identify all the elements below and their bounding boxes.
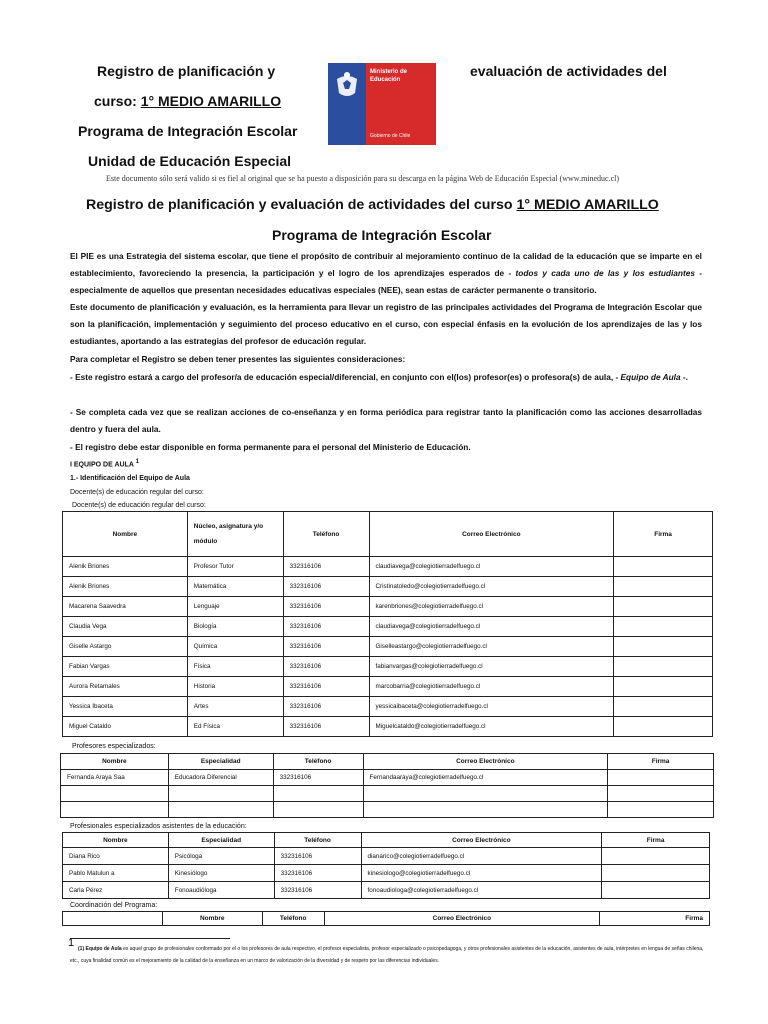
table-cell: Diana Rico: [63, 848, 169, 865]
footnote-separator: [70, 938, 230, 939]
section-heading: [70, 459, 139, 468]
t4-col-telefono: Teléfono: [262, 912, 324, 926]
main-title-text: Registro de planificación y evaluación de actividades del curso: [86, 197, 513, 213]
table-cell: Aurora Retamales: [63, 677, 188, 697]
table-row: [63, 717, 713, 737]
logo-red-panel: [366, 63, 436, 145]
main-title-curso: 1° MEDIO AMARILLO: [516, 197, 659, 213]
table-cell: 332316106: [283, 717, 369, 737]
table-cell: [614, 697, 713, 717]
table-cell: Cristinatoledo@colegiotierradelfuego.cl: [369, 577, 614, 597]
t2-col-correo: Correo Electrónico: [363, 754, 608, 770]
table-cell: [608, 786, 714, 802]
table-cell: 332316106: [283, 577, 369, 597]
table-cell: [363, 802, 608, 818]
header-unidad: Unidad de Educación Especial: [88, 153, 292, 169]
label-coordinacion: Coordinación del Programa:: [70, 902, 158, 909]
table-cell: claudiavega@colegiotierradelfuego.cl: [369, 617, 614, 637]
table-docentes-header: [63, 512, 713, 557]
table-cell: Psicóloga: [168, 848, 274, 865]
chile-coat-of-arms-icon: [333, 69, 361, 99]
table-row: [63, 697, 713, 717]
table-cell: [61, 802, 169, 818]
table-cell: karenbriones@colegiotierradelfuego.cl: [369, 597, 614, 617]
section-footnote-mark: 1: [135, 459, 139, 465]
table-cell: Macarena Saavedra: [63, 597, 188, 617]
footnote-body: es aquel grupo de profesionales conformado por el o los profesores de aula respectivo, el profesor especialista, profesor especializado o psicopedagoga, y otros profesionales asistentes de la educación, asistentes de aula, intérpretes en lengua de señas chilena, etc., cuya finalidad común es el mejoramiento de la calidad de la enseñanza en un marco de valorización de la diversidad y de respeto por las diferencias individuales.: [70, 946, 704, 964]
table-cell: Miguel Cataldo: [63, 717, 188, 737]
col-correo: Correo Electrónico: [369, 512, 614, 557]
main-subtitle: Programa de Integración Escolar: [272, 227, 492, 243]
footnote-mark: 1: [68, 937, 75, 949]
t3-col-especialidad: Especialidad: [168, 833, 274, 848]
main-title: [86, 197, 659, 213]
label-docentes-1: Docente(s) de educación regular del curso:: [70, 489, 204, 496]
table-cell: [602, 882, 710, 899]
table-cell: 332316106: [283, 677, 369, 697]
curso-label: curso:: [94, 93, 137, 109]
paragraph-consideraciones: Para completar el Registro se deben tener presentes las siguientes consideraciones:: [70, 354, 406, 364]
table-cell: 332316106: [274, 848, 361, 865]
table-cell: Química: [187, 637, 283, 657]
table-cell: Yessica Ibaceta: [63, 697, 188, 717]
t2-col-telefono: Teléfono: [273, 754, 363, 770]
table-cell: 332316106: [283, 597, 369, 617]
col-nombre: Nombre: [63, 512, 188, 557]
paragraph-completa: - Se completa cada vez que se realizan acciones de co-enseñanza y en forma periódica para registrar tanto la planificación como las acciones desarrolladas dentro y fuera del aula.: [70, 407, 702, 434]
paragraph-disponible: - El registro debe estar disponible en forma permanente para el personal del Ministerio de Educación.: [70, 442, 471, 452]
table-cell: [363, 786, 608, 802]
table-cell: 332316106: [283, 697, 369, 717]
t4-col-correo: Correo Electrónico: [324, 912, 600, 926]
table-cell: [168, 786, 273, 802]
paragraph-registro-cargo: [70, 369, 702, 386]
header-title-left: Registro de planificación y: [97, 63, 276, 79]
t4-col-blank: [63, 912, 163, 926]
table-cell: Giselle Astargo: [63, 637, 188, 657]
table-cell: [614, 617, 713, 637]
table-cell: Fernandaaraya@colegiotierradelfuego.cl: [363, 770, 608, 786]
table-cell: 332316106: [274, 882, 361, 899]
table3-header: [63, 833, 710, 848]
t3-col-correo: Correo Electrónico: [361, 833, 602, 848]
table-row: [63, 882, 710, 899]
table-cell: Alenik Briones: [63, 577, 188, 597]
table-cell: claudiavega@colegiotierradelfuego.cl: [369, 557, 614, 577]
table-cell: [614, 597, 713, 617]
table-cell: 332316106: [283, 637, 369, 657]
table-cell: yessicaibaceta@colegiotierradelfuego.cl: [369, 697, 614, 717]
table-cell: Kinesiólogo: [168, 865, 274, 882]
table-cell: Historia: [187, 677, 283, 697]
subsection-identificacion: 1.- Identificación del Equipo de Aula: [70, 475, 190, 482]
table-cell: Lenguaje: [187, 597, 283, 617]
table-cell: [168, 802, 273, 818]
header-title-right: evaluación de actividades del: [470, 63, 667, 79]
paragraph-documento: Este documento de planificación y evaluación, es la herramienta para llevar un registro de las principales actividades del Programa de Integración Escolar que son la planificación, implementación y seguimiento del proceso educativo en el curso, con especial énfasis en la evolución de los aprendizajes de las y los estudiantes, aportando a las estrategias del profesor de educación regular.: [70, 302, 702, 346]
table-docentes: [62, 511, 713, 737]
table-cell: [614, 677, 713, 697]
ministerio-logo: [328, 63, 436, 145]
table-cell: Física: [187, 657, 283, 677]
p1-text-b: todos y cada uno de las y los estudiantes: [515, 268, 695, 278]
section-heading-text: I EQUIPO DE AULA: [70, 461, 134, 469]
table-cell: Matemática: [187, 577, 283, 597]
p1-text-c: - especialmente de aquellos que presentan necesidades educativas especiales (NEE), sean estas de carácter permanente o transitorio.: [70, 268, 702, 295]
table-row: [61, 802, 714, 818]
table-cell: dianarico@colegiotierradelfuego.cl: [361, 848, 602, 865]
table-cell: Profesor Tutor: [187, 557, 283, 577]
table-row: [61, 770, 714, 786]
footnote-label: (1) Equipo de Aula: [78, 946, 122, 952]
table-row: [63, 677, 713, 697]
table-row: [63, 637, 713, 657]
table-cell: Alenik Briones: [63, 557, 188, 577]
p4-text-a: - Este registro estará a cargo del profesor/a de educación especial/diferencial, en conjunto con el(los) profesor(es) o profesora(s) de aula, -: [70, 372, 619, 382]
table-cell: Giselleastargo@colegiotierradelfuego.cl: [369, 637, 614, 657]
t3-col-telefono: Teléfono: [274, 833, 361, 848]
table-cell: 332316106: [283, 617, 369, 637]
table-cell: [273, 786, 363, 802]
table-profesores-especializados: [60, 753, 714, 818]
table-cell: Miguelcataldo@colegiotierradelfuego.cl: [369, 717, 614, 737]
col-telefono: Teléfono: [283, 512, 369, 557]
t4-col-nombre: Nombre: [162, 912, 262, 926]
table-cell: fonoaudiologa@colegiotierradelfuego.cl: [361, 882, 602, 899]
table-cell: [608, 802, 714, 818]
table-row: [63, 617, 713, 637]
table-cell: [602, 848, 710, 865]
table-cell: [61, 786, 169, 802]
logo-line2: Educación: [370, 76, 401, 83]
table-cell: [273, 802, 363, 818]
table-cell: Ed Física: [187, 717, 283, 737]
label-profesionales-asistentes: Profesionales especializados asistentes de la educación:: [70, 823, 247, 830]
paragraph-pie: [70, 248, 702, 299]
table-profesionales-asistentes: [62, 832, 710, 899]
table-cell: marcobarria@colegiotierradelfuego.cl: [369, 677, 614, 697]
t2-col-nombre: Nombre: [61, 754, 169, 770]
p1-text-a: El PIE es una Estrategia del sistema escolar, que tiene el propósito de contribuir al mejoramiento continuo de la calidad de la educación que se imparte en el establecimiento, favoreciendo la presencia, la participación y el logro de los aprendizajes esperados de -: [70, 251, 702, 278]
p4-text-b: Equipo de Aula: [620, 372, 681, 382]
table-cell: [614, 557, 713, 577]
table-cell: Biología: [187, 617, 283, 637]
table-row: [63, 657, 713, 677]
table-cell: 332316106: [273, 770, 363, 786]
col-nucleo: Núcleo, asignatura y/o módulo: [187, 512, 283, 557]
table-cell: Fonoaudióloga: [168, 882, 274, 899]
table-cell: 332316106: [283, 657, 369, 677]
table-cell: Claudia Vega: [63, 617, 188, 637]
label-docentes-2: Docente(s) de educación regular del curso:: [72, 502, 206, 509]
table-cell: Carla Pérez: [63, 882, 169, 899]
footnote-text: [70, 943, 710, 967]
table4-header: [63, 912, 710, 926]
t2-col-firma: Firma: [608, 754, 714, 770]
table-row: [63, 597, 713, 617]
table-cell: 332316106: [274, 865, 361, 882]
table-row: [63, 577, 713, 597]
table-cell: [614, 657, 713, 677]
table-cell: fabianvargas@colegiotierradelfuego.cl: [369, 657, 614, 677]
logo-line1: Ministerio de: [370, 69, 408, 75]
table-cell: [614, 637, 713, 657]
table-cell: Fernanda Araya Saa: [61, 770, 169, 786]
table-row: [63, 848, 710, 865]
table-cell: kinesiologo@colegiotierradelfuego.cl: [361, 865, 602, 882]
table-row: [61, 786, 714, 802]
table-cell: [614, 577, 713, 597]
col-firma: Firma: [614, 512, 713, 557]
p4-text-c: -.: [682, 372, 688, 382]
logo-gobierno: Gobierno de Chile: [370, 132, 411, 139]
table-cell: [608, 770, 714, 786]
table-cell: 332316106: [283, 557, 369, 577]
header-programa: Programa de Integración Escolar: [78, 123, 298, 139]
table-cell: Pablo Matulun a: [63, 865, 169, 882]
t3-col-firma: Firma: [602, 833, 710, 848]
validity-notice: Este documento sólo será valido si es fiel al original que se ha puesto a disposición para su descarga en la página Web de Educación Especial (www.mineduc.cl): [106, 174, 620, 183]
logo-blue-panel: [328, 63, 366, 145]
t2-col-especialidad: Especialidad: [168, 754, 273, 770]
table-cell: Fabian Vargas: [63, 657, 188, 677]
header-curso: [94, 93, 281, 109]
curso-value: 1° MEDIO AMARILLO: [140, 93, 282, 109]
table-cell: [614, 717, 713, 737]
table-coordinacion: [62, 911, 710, 926]
table-cell: Artes: [187, 697, 283, 717]
table-cell: [602, 865, 710, 882]
table-row: [63, 865, 710, 882]
table2-header: [61, 754, 714, 770]
t3-col-nombre: Nombre: [63, 833, 169, 848]
t4-col-firma: Firma: [600, 912, 710, 926]
table-cell: Educadora Diferencial: [168, 770, 273, 786]
table-row: [63, 557, 713, 577]
label-profesores-especializados: Profesores especializados:: [72, 743, 156, 750]
